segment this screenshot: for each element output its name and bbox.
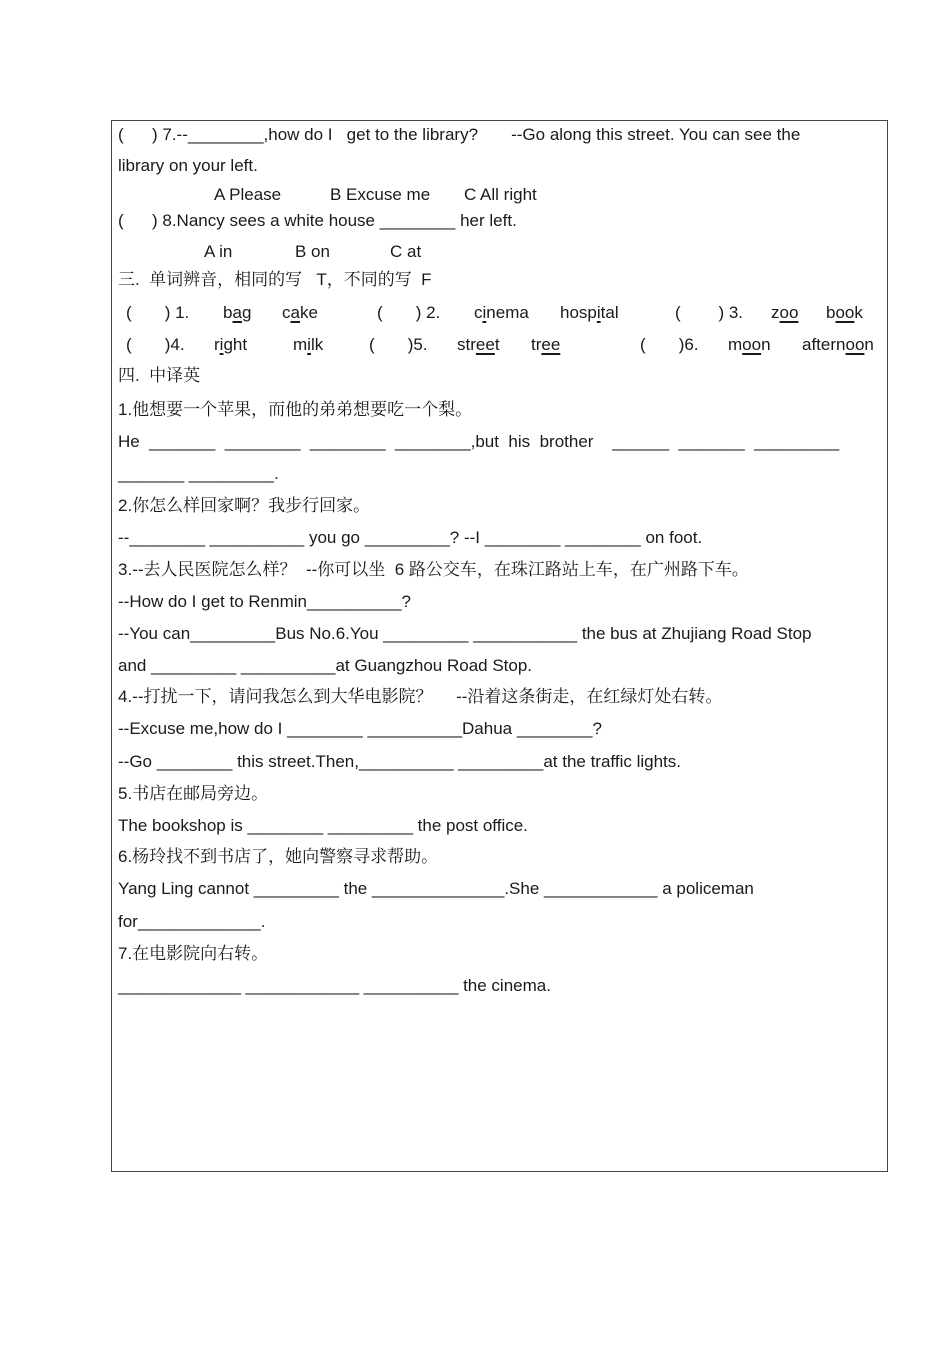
s3-item-4-number: ( )4. [126,335,185,354]
s3-item-3-word-2: book [826,303,863,322]
s3-item-4-word-2: milk [293,335,324,354]
s4-answer-4-line-1: --Excuse me,how do I ________ __________Dahua ________? [118,719,602,738]
s3-item-6-number: ( )6. [640,335,699,354]
q8-option-a: A in [204,242,233,261]
q7-option-a: A Please [214,185,282,204]
s3-item-1-number: ( ) 1. [126,303,190,322]
s3-item-3-number: ( ) 3. [675,303,744,322]
question-7: ( ) 7.--________,how do I get to the library? --Go along this street. You can see the [118,125,801,144]
q7-option-b: B Excuse me [330,185,431,204]
s3-item-5-word-1: street [457,335,500,354]
s4-prompt-7: 7.在电影院向右转。 [118,944,269,963]
s3-item-2-word-2: hospital [560,303,619,322]
question-7-continued: library on your left. [118,156,258,175]
s4-answer-1-line-2: _______ _________. [118,464,279,483]
s4-answer-3-line-1: --How do I get to Renmin__________? [118,592,411,611]
s4-answer-3-line-3: and _________ __________at Guangzhou Road Stop. [118,656,533,675]
s3-item-2-word-1: cinema [474,303,529,322]
question-8: ( ) 8.Nancy sees a white house ________ her left. [118,211,517,230]
s3-item-2-number: ( ) 2. [377,303,441,322]
s3-item-3-word-1: zoo [771,303,799,322]
s4-answer-6-line-1: Yang Ling cannot _________ the ______________.She ____________ a policeman [118,879,754,898]
s3-item-5-number: ( )5. [369,335,428,354]
s3-item-1-word-1: bag [223,303,252,322]
s4-prompt-6: 6.杨玲找不到书店了，她向警察寻求帮助。 [118,847,439,866]
section-4-heading: 四. 中译英 [118,366,201,385]
s3-item-5-word-2: tree [531,335,561,354]
s4-answer-4-line-2: --Go ________ this street.Then,__________ _________at the traffic lights. [118,752,681,771]
s4-prompt-2: 2.你怎么样回家啊？我步行回家。 [118,496,371,515]
q8-option-c: C at [390,242,422,261]
s4-prompt-5: 5.书店在邮局旁边。 [118,784,269,803]
s4-answer-6-line-2: for_____________. [118,912,266,931]
s4-prompt-3: 3.--去人民医院怎么样？ --你可以坐 6 路公交车，在珠江路站上车，在广州路下车。 [118,560,749,579]
q8-option-b: B on [295,242,330,261]
s4-answer-2: --________ __________ you go _________? --I ________ ________ on foot. [118,528,703,547]
s3-item-4-word-1: right [214,335,248,354]
section-3-heading: 三. 单词辨音，相同的写 T，不同的写 F [118,270,432,289]
s4-answer-7: _____________ ____________ __________ the cinema. [118,976,551,995]
s4-prompt-4: 4.--打扰一下，请问我怎么到大华电影院？ --沿着这条街走，在红绿灯处右转。 [118,687,723,706]
s4-answer-1-line-1: He _______ ________ ________ ________,but his brother ______ _______ _________ [118,432,840,451]
s4-answer-3-line-2: --You can_________Bus No.6.You _________ ___________ the bus at Zhujiang Road Stop [118,624,812,643]
q7-option-c: C All right [464,185,537,204]
s4-answer-5: The bookshop is ________ _________ the post office. [118,816,528,835]
s3-item-1-word-2: cake [282,303,318,322]
s4-prompt-1: 1.他想要一个苹果，而他的弟弟想要吃一个梨。 [118,400,473,419]
s3-item-6-word-2: afternoon [802,335,874,354]
s3-item-6-word-1: moon [728,335,771,354]
